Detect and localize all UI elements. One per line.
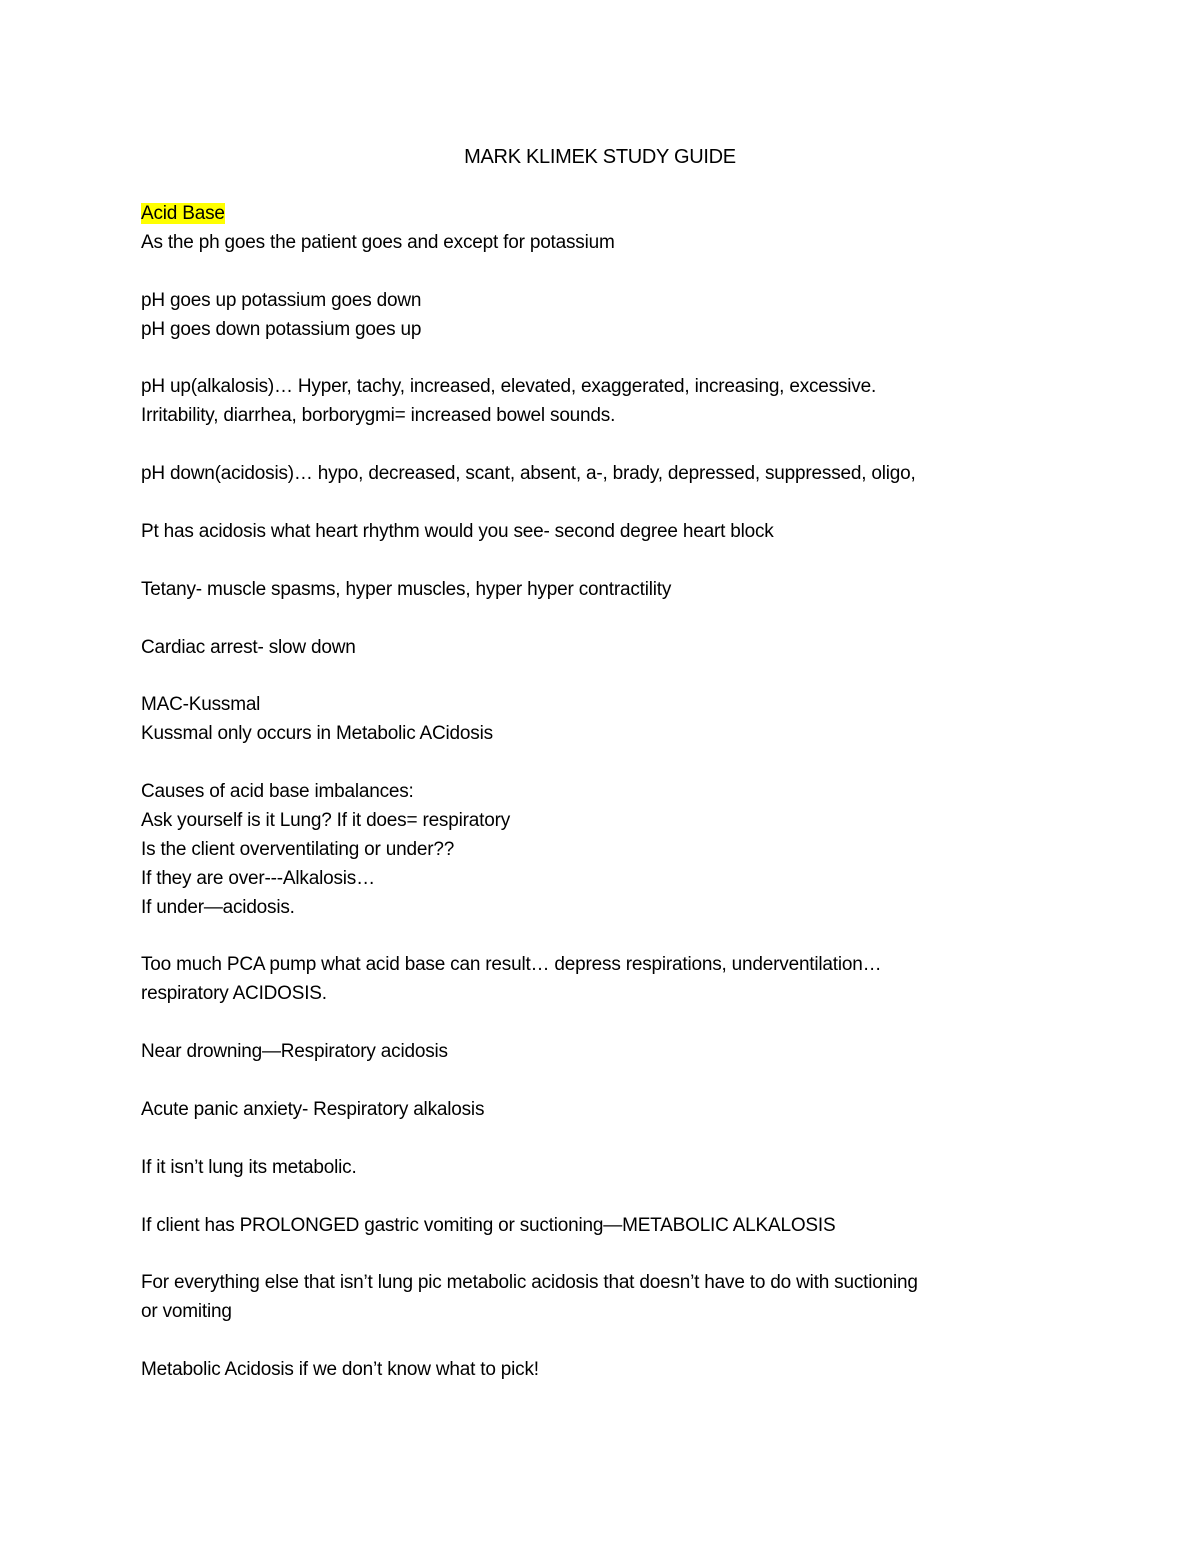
blank-line <box>141 1240 1066 1269</box>
text-line: Cardiac arrest- slow down <box>141 636 356 658</box>
blank-line <box>141 431 1066 460</box>
text-line: As the ph goes the patient goes and except for potassium <box>141 231 615 253</box>
text-line: If under—acidosis. <box>141 896 295 918</box>
blank-line <box>141 489 1066 518</box>
text-line: Metabolic Acidosis if we don’t know what to pick! <box>141 1359 539 1381</box>
text-line: Causes of acid base imbalances: <box>141 781 414 802</box>
text-line: Pt has acidosis what heart rhythm would you see- second degree heart block <box>141 520 774 542</box>
text-line: pH up(alkalosis)… Hyper, tachy, increased, elevated, exaggerated, increasing, excessive. <box>141 376 877 398</box>
blank-line <box>141 923 1066 952</box>
text-line: MAC-Kussmal <box>141 694 261 716</box>
text-line: respiratory ACIDOSIS. <box>141 983 327 1005</box>
text-line: pH down(acidosis)… hypo, decreased, scant, absent, a-, brady, depressed, suppressed, oligo, <box>141 463 916 485</box>
text-line: If it isn’t lung its metabolic. <box>141 1156 357 1178</box>
blank-line <box>141 1183 1066 1212</box>
text-line: Is the client overventilating or under?? <box>141 838 455 860</box>
text-line: Kussmal only occurs in Metabolic ACidosis <box>141 723 493 745</box>
blank-line <box>141 1009 1066 1038</box>
blank-line <box>141 258 1066 287</box>
text-line: If client has PROLONGED gastric vomiting or suctioning—METABOLIC ALKALOSIS <box>141 1214 836 1236</box>
text-line: If they are over---Alkalosis… <box>141 867 375 889</box>
blank-line <box>141 662 1066 691</box>
blank-line <box>141 1125 1066 1154</box>
blank-line <box>141 749 1066 778</box>
blank-line <box>141 1067 1066 1096</box>
text-line: Irritability, diarrhea, borborygmi= increased bowel sounds. <box>141 405 616 427</box>
highlighted-heading: Acid Base <box>141 203 225 224</box>
blank-line <box>141 1327 1066 1356</box>
text-line: Tetany- muscle spasms, hyper muscles, hyper hyper contractility <box>141 578 672 600</box>
text-line: pH goes up potassium goes down <box>141 289 422 311</box>
text-line: Acute panic anxiety- Respiratory alkalosis <box>141 1098 485 1120</box>
text-line: or vomiting <box>141 1301 232 1323</box>
blank-line <box>141 345 1066 374</box>
text-line: For everything else that isn’t lung pic metabolic acidosis that doesn’t have to do with suctioning <box>141 1272 918 1294</box>
text-line: Ask yourself is it Lung? If it does= respiratory <box>141 809 510 831</box>
section-heading-acid-base <box>141 200 1066 229</box>
text-line: pH goes down potassium goes up <box>141 318 422 340</box>
blank-line <box>141 605 1066 634</box>
text-line: Too much PCA pump what acid base can result… depress respirations, underventilation… <box>141 954 882 976</box>
blank-line <box>141 547 1066 576</box>
text-line: Near drowning—Respiratory acidosis <box>141 1041 448 1063</box>
page-title: MARK KLIMEK STUDY GUIDE <box>464 146 736 168</box>
document-body <box>141 200 1066 1385</box>
